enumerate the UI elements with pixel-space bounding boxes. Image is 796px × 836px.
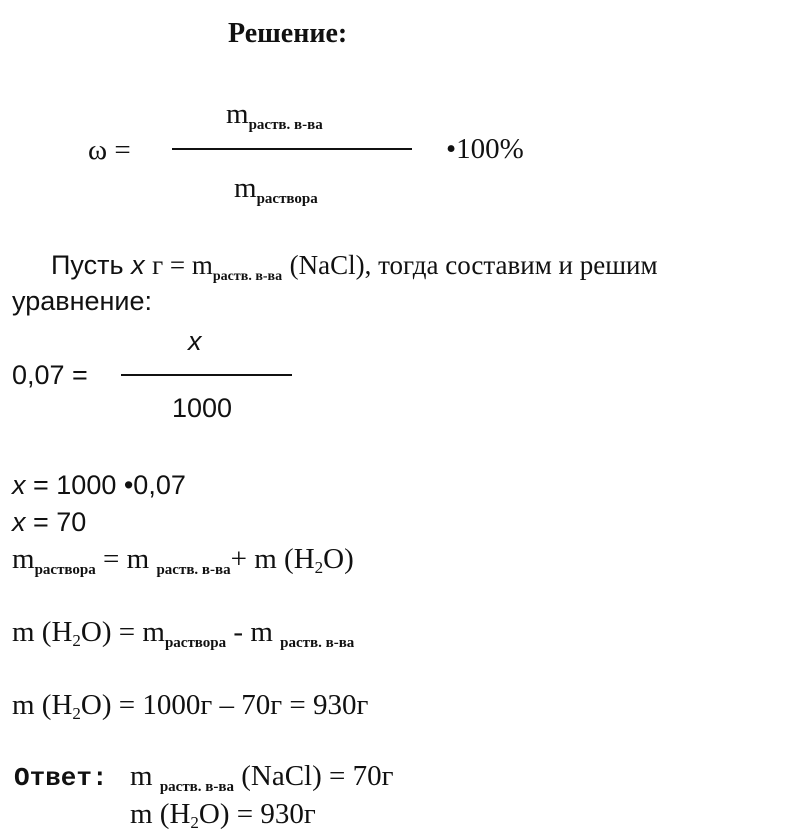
mass-plus: + m (H: [230, 543, 315, 575]
answer-line2-lhs: m (H: [130, 798, 191, 830]
water-equation-2: [12, 689, 368, 722]
eq1-numerator: x: [188, 326, 202, 356]
eq1-lhs: 0,07 =: [12, 360, 88, 390]
let-x: x: [131, 250, 145, 280]
mass-m1: m: [12, 543, 35, 575]
solution-heading: Решение:: [228, 18, 348, 49]
formula-denominator: [234, 172, 318, 205]
water1-lhs: m (H: [12, 616, 73, 648]
water2-lhs: m (H: [12, 689, 73, 721]
let-line-2: уравнение:: [12, 286, 153, 316]
answer-line1-rest: (NaCl) = 70г: [241, 760, 394, 792]
calc-line-2: [12, 507, 86, 538]
let-nacl-tail: (NaCl), тогда составим и решим: [289, 250, 658, 280]
calc1-x: x: [12, 470, 26, 500]
water1-sub2: раств. в-ва: [280, 635, 355, 651]
eq1-fraction-bar: [121, 374, 292, 376]
mass-sub2: раств. в-ва: [156, 562, 231, 578]
water2-two: 2: [72, 704, 81, 723]
mass-close: O): [323, 543, 354, 575]
omega-lhs: ω =: [88, 134, 131, 166]
let-line: [51, 250, 658, 284]
formula-den-m: m: [234, 172, 257, 204]
formula-fraction-bar: [172, 148, 412, 150]
answer-line-2: [130, 798, 316, 831]
answer-line2-rest: O) = 930г: [198, 798, 316, 830]
answer-sub: раств. в-ва: [159, 779, 234, 795]
formula-num-sub: раств. в-ва: [248, 117, 323, 133]
calc2-rest: = 70: [33, 507, 87, 537]
let-sub: раств. в-ва: [212, 269, 283, 284]
mass-two: 2: [314, 558, 324, 577]
formula-den-sub: раствора: [256, 191, 318, 207]
water1-lhs-close: O) = m: [80, 616, 165, 648]
calc2-x: x: [12, 507, 26, 537]
answer-label: Ответ:: [14, 763, 108, 793]
formula-times-100: •100%: [446, 133, 524, 165]
answer-line-1: [130, 760, 394, 793]
answer-m: m: [130, 760, 153, 792]
water2-rest: O) = 1000г – 70г = 930г: [80, 689, 369, 721]
let-pust: Пусть: [51, 250, 124, 280]
answer-line2-two: 2: [190, 813, 199, 832]
let-g-eq-m: г = m: [152, 250, 213, 280]
eq1-denominator: 1000: [172, 393, 233, 423]
calc1-rest: = 1000 •0,07: [33, 470, 186, 500]
water1-two: 2: [72, 631, 81, 650]
mass-sub1: раствора: [34, 562, 96, 578]
calc-line-1: [12, 470, 186, 501]
mass-eq-m: = m: [103, 543, 150, 575]
water-equation-1: [12, 616, 354, 649]
water1-minus-m: - m: [226, 616, 273, 648]
formula-num-m: m: [226, 98, 249, 130]
mass-equation: [12, 543, 354, 576]
formula-numerator: [226, 98, 323, 131]
water1-sub1: раствора: [164, 635, 227, 651]
